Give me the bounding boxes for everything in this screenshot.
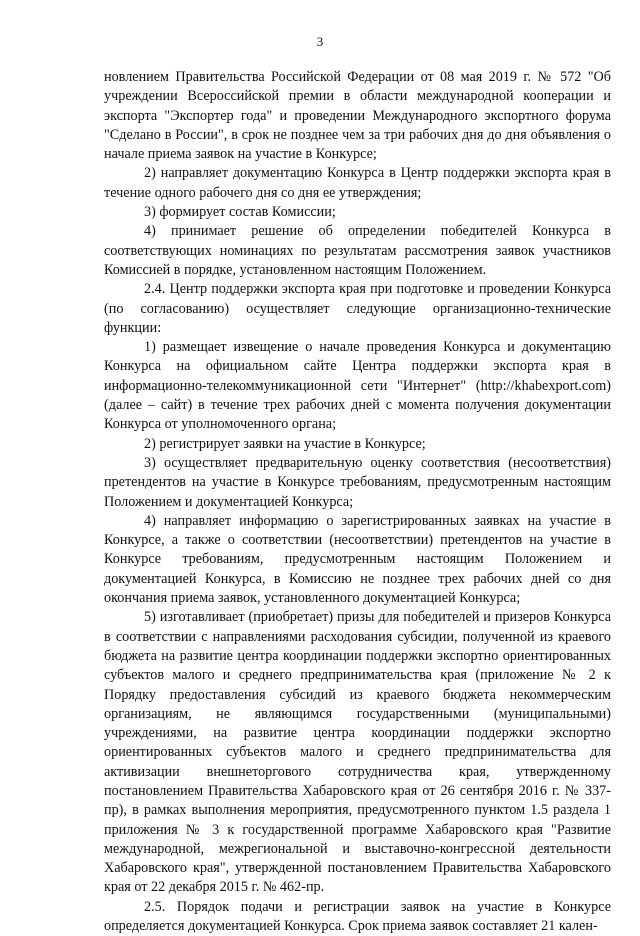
paragraph-item: 5) изготавливает (приобретает) призы для победителей и призеров Конкурса в соответствии с направлениями расходования субсидии, полученной из краевого бюджета на развитие центра координации поддержки экспортно ориентированных субъектов малого и среднего предпринимательства края (приложение № 2 к Порядку предоставления субсидий из краевого бюджета некоммерческим организациям, не являющимся государственными (муниципальными) учреждениями, на развитие центра координации поддержки экспортно ориентированных субъектов малого и среднего предпринимательства для активизации внешнеторгового сотрудничества края, утвержденному постановлением Правительства Хабаровского края от 26 сентября 2016 г. № 337-пр), в рамках выполнения мероприятия, предусмотренного пунктом 1.5 раздела 1 приложения № 3 к государственной программе Хабаровского края "Развитие международной, межрегиональной и выставочно-конгрессной деятельности Хабаровского края", утвержденной постановлением Правительства Хабаровского края от 22 декабря 2015 г. № 462-пр. bbox=[104, 609, 611, 896]
paragraph-item: 4) направляет информацию о зарегистрированных заявках на участие в Конкурсе, а также о соответствии (несоответствии) претендентов на участие в Конкурсе требованиям, предусмотренным настоящим Положением и документацией Конкурса, в Комиссию не позднее трех рабочих дней со дня окончания приема заявок, установленного документацией Конкурса; bbox=[104, 512, 611, 607]
paragraph-item: 2) направляет документацию Конкурса в Центр поддержки экспорта края в течение одного рабочего дня со дня ее утверждения; bbox=[104, 165, 611, 201]
section-paragraph: 2.5. Порядок подачи и регистрации заявок на участие в Конкурсе определяется документацией Конкурса. Срок приема заявок составляет 21 кален- bbox=[104, 898, 611, 935]
paragraph-item: 2) регистрирует заявки на участие в Конкурсе; bbox=[144, 435, 426, 452]
page-number: 3 bbox=[316, 34, 324, 49]
section-paragraph: 2.4. Центр поддержки экспорта края при подготовке и проведении Конкурса (по согласованию) осуществляет следующие организационно-технические функции: bbox=[104, 281, 611, 336]
paragraph-item: 3) осуществляет предварительную оценку соответствия (несоответствия) претендентов на участие в Конкурсе требованиям, предусмотренным настоящим Положением и документацией Конкурса; bbox=[104, 454, 611, 510]
document-body bbox=[104, 68, 611, 936]
paragraph-item: 3) формирует состав Комиссии; bbox=[144, 204, 336, 221]
paragraph-item: 1) размещает извещение о начале проведения Конкурса и документацию Конкурса на официальном сайте Центра поддержки экспорта края в информационно-телекоммуникационной сети "Интернет" (http://khabexport.com) (далее – сайт) в течение трех рабочих дней с момента получения документации Конкурса от уполномоченного органа; bbox=[104, 339, 611, 433]
paragraph-item: 4) принимает решение об определении победителей Конкурса в соответствующих номинациях по результатам рассмотрения заявок участников Комиссией в порядке, установленном настоящим Положением. bbox=[104, 223, 611, 278]
paragraph-continuation: новлением Правительства Российской Федерации от 08 мая 2019 г. № 572 "Об учреждении Всероссийской премии в области международной кооперации и экспорта "Экспортер года" и проведении Международного экспортного форума "Сделано в России", в срок не позднее чем за три рабочих дня до дня объявления о начале приема заявок на участие в Конкурсе; bbox=[104, 69, 611, 163]
